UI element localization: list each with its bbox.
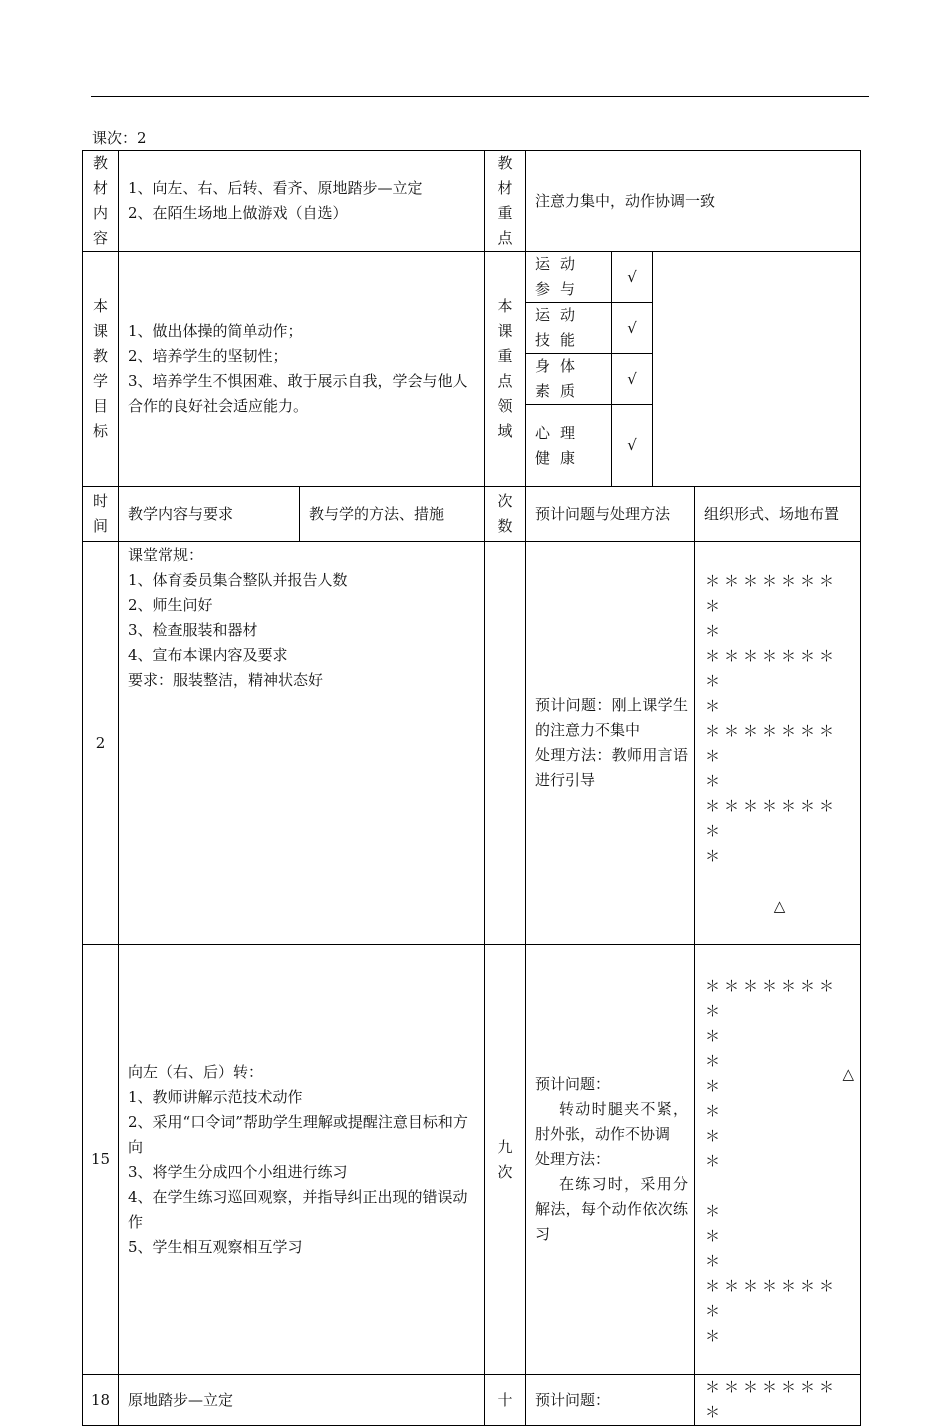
row-formation [695, 945, 861, 1375]
student-stars-left: ＊＊＊＊＊＊＊＊ ＊ ＊ ＊ ＊ ＊ ＊ [705, 977, 839, 1170]
content-row [83, 151, 861, 252]
area-heading: 本 课 重 点 领 域 [485, 252, 526, 487]
teacher-triangle-icon: △ [842, 1064, 855, 1083]
lesson-plan-table [82, 150, 861, 1426]
row-problem: 预计问题： [526, 1375, 695, 1426]
focus-heading: 教 材 重 点 [485, 151, 526, 252]
table-row [83, 945, 861, 1375]
row-time: 2 [83, 542, 119, 945]
row-content: 向左（右、后）转： 1、教师讲解示范技术动作 2、采用“口令词”帮助学生理解或提醒注意目标和方向 3、将学生分成四个小组进行练习 4、在学生练习巡回观察，并指导纠正出现的错误动作 5、学生相互观察相互学习 [119, 945, 485, 1375]
area-mark-skill: √ [612, 303, 653, 354]
teacher-triangle-icon: △ [773, 897, 786, 915]
row-problem: 预计问题： 转动时腿夹不紧，肘外张，动作不协调 处理方法： 在练习时，采用分解法，每个动作依次练习 [526, 945, 695, 1375]
goal-line: 3、培养学生不惧困难、敢于展示自我，学会与他人合作的良好社会适应能力。 [128, 372, 468, 415]
header-rule [91, 96, 869, 97]
area-name-mental: 心理健康 [526, 405, 612, 487]
goal-list [119, 252, 485, 487]
header-times: 次 数 [485, 487, 526, 542]
row-formation [695, 542, 861, 945]
area-mark-participation: √ [612, 252, 653, 303]
focus-text: 注意力集中，动作协调一致 [526, 151, 861, 252]
content-line: 1、向左、右、后转、看齐、原地踏步—立定 [128, 179, 423, 197]
content-list [119, 151, 485, 252]
content-heading: 教 材 内 容 [83, 151, 119, 252]
area-mark-fitness: √ [612, 354, 653, 405]
header-method: 教与学的方法、措施 [300, 487, 485, 542]
table-row [83, 542, 861, 945]
row-count: 九 次 [485, 945, 526, 1375]
header-org: 组织形式、场地布置 [695, 487, 861, 542]
area-blank [653, 252, 861, 487]
row-problem: 预计问题：刚上课学生的注意力不集中 处理方法：教师用言语进行引导 [526, 542, 695, 945]
row-time: 18 [83, 1375, 119, 1426]
row-count: 十 [485, 1375, 526, 1426]
row-time: 15 [83, 945, 119, 1375]
area-name-participation: 运动参与 [526, 252, 612, 303]
row-content: 原地踏步—立定 [119, 1375, 485, 1426]
column-header-row [83, 487, 861, 542]
goal-heading: 本 课 教 学 目 标 [83, 252, 119, 487]
goal-line: 2、培养学生的坚韧性； [128, 347, 288, 365]
lesson-number: 课次：2 [92, 129, 147, 147]
area-mark-mental: √ [612, 405, 653, 487]
goal-line: 1、做出体操的简单动作； [128, 322, 303, 340]
student-stars: ＊＊＊＊＊＊＊＊ ＊ ＊＊＊＊＊＊＊＊ ＊ ＊＊＊＊＊＊＊＊ ＊ ＊＊＊＊＊＊＊＊ ＊ [705, 572, 839, 865]
row-count [485, 542, 526, 945]
header-problem: 预计问题与处理方法 [526, 487, 695, 542]
content-line: 2、在陌生场地上做游戏（自选） [128, 204, 348, 222]
row-content: 课堂常规： 1、体育委员集合整队并报告人数 2、师生问好 3、检查服装和器材 4、宣布本课内容及要求 要求：服装整洁，精神状态好 [119, 542, 485, 945]
area-name-skill: 运动技能 [526, 303, 612, 354]
area-name-fitness: 身体素质 [526, 354, 612, 405]
header-time: 时 间 [83, 487, 119, 542]
table-row [83, 1375, 861, 1426]
student-stars-bottom: ＊ ＊ ＊ ＊＊＊＊＊＊＊＊ ＊ [705, 1202, 839, 1345]
row-formation: ＊＊＊＊＊＊＊＊ [695, 1375, 861, 1426]
header-content: 教学内容与要求 [119, 487, 300, 542]
